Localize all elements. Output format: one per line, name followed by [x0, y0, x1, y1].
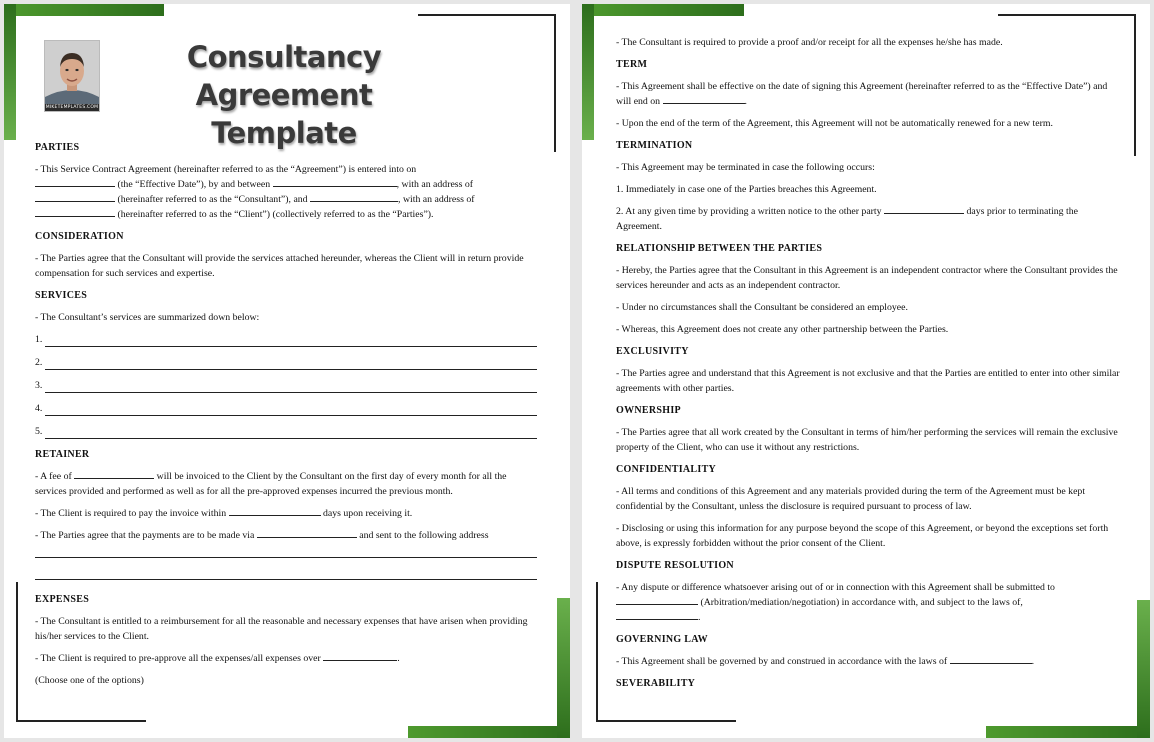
section-heading-consideration: CONSIDERATION — [35, 231, 124, 242]
address-line[interactable] — [35, 547, 537, 558]
section-heading-governing-law: GOVERNING LAW — [616, 634, 708, 645]
title-line-1: Consultancy Agreement — [186, 40, 382, 112]
section-heading-relationship: RELATIONSHIP BETWEEN THE PARTIES — [616, 243, 823, 254]
right-page-content — [616, 35, 1120, 698]
service-line[interactable]: 3. — [35, 378, 537, 393]
blank-field[interactable] — [74, 469, 154, 479]
term-paragraph: - This Agreement shall be effective on the date of signing this Agreement (hereinafter referred to as the “Effective Date”) and will end on . — [616, 81, 1108, 107]
frame-line — [596, 720, 736, 722]
dispute-paragraph: - Any dispute or difference whatsoever arising out of or in connection with this Agreement shall be submitted to (Arbitration/mediation/negotiation) in accordance with, and subject to the laws of, . — [616, 582, 1055, 623]
consideration-paragraph: - The Parties agree that the Consultant will provide the services attached hereunder, whereas the Client will in return provide compensation for such services and expertise. — [35, 253, 524, 279]
frame-line — [596, 582, 598, 722]
blank-field[interactable] — [229, 506, 321, 516]
left-page-content — [35, 140, 537, 695]
frame-line — [16, 582, 18, 722]
section-heading-dispute: DISPUTE RESOLUTION — [616, 560, 734, 571]
expenses-receipt-paragraph: - The Consultant is required to provide a proof and/or receipt for all the expenses he/she has made. — [616, 37, 1003, 48]
blank-field[interactable] — [257, 528, 357, 538]
green-accent-left — [582, 4, 594, 140]
blank-field[interactable] — [35, 192, 115, 202]
blank-field[interactable] — [884, 204, 964, 214]
section-heading-retainer: RETAINER — [35, 449, 90, 460]
green-accent-bottom — [408, 726, 570, 738]
services-paragraph: - The Consultant’s services are summarized down below: — [35, 312, 260, 323]
retainer-fee-paragraph: - A fee of will be invoiced to the Client by the Consultant on the first day of every month for all the services provided and performed as well as for all the pre-approved expenses incurred the previous month. — [35, 471, 507, 497]
section-heading-severability: SEVERABILITY — [616, 678, 696, 689]
service-line[interactable]: 2. — [35, 355, 537, 370]
expenses-approve-paragraph: - The Client is required to pre-approve all the expenses/all expenses over . — [35, 653, 400, 664]
ownership-paragraph: - The Parties agree that all work created by the Consultant in terms of him/her performing the services will remain the exclusive property of the Client, who can use it without any restrictions. — [616, 427, 1118, 453]
expenses-paragraph: - The Consultant is entitled to a reimbursement for all the reasonable and necessary expenses that have arisen when providing his/her services to the Client. — [35, 616, 528, 642]
termination-item-2: 2. At any given time by providing a written notice to the other party days prior to terminating the Agreement. — [616, 206, 1079, 232]
green-accent-right — [557, 598, 570, 738]
retainer-payment-paragraph: - The Parties agree that the payments are to be made via and sent to the following address — [35, 530, 489, 541]
green-accent-top — [4, 4, 164, 16]
governing-law-paragraph: - This Agreement shall be governed by and construed in accordance with the laws of . — [616, 656, 1035, 667]
confidentiality-disclosure-paragraph: - Disclosing or using this information for any purpose beyond the scope of this Agreement, or beyond the exceptions set forth above, is expressly forbidden without the prior consent of the Client. — [616, 523, 1109, 549]
section-heading-ownership: OWNERSHIP — [616, 405, 681, 416]
blank-field[interactable] — [323, 651, 397, 661]
frame-line — [998, 14, 1136, 16]
service-line[interactable]: 4. — [35, 401, 537, 416]
frame-line — [1134, 14, 1136, 156]
relationship-paragraph: - Hereby, the Parties agree that the Consultant in this Agreement is an independent contractor where the Consultant provides the services hereunder and acts as an independent contractor. — [616, 265, 1118, 291]
brand-label: MIKETEMPLATES.COM — [45, 105, 99, 110]
retainer-invoice-paragraph: - The Client is required to pay the invoice within days upon receiving it. — [35, 508, 413, 519]
document-title — [104, 38, 464, 152]
service-line[interactable]: 1. — [35, 332, 537, 347]
blank-field[interactable] — [273, 177, 397, 187]
confidentiality-paragraph: - All terms and conditions of this Agreement and any materials provided during the term of the Agreement must be kept confidential by the Consultant, unless the disclosure is required pursuant to process of law. — [616, 486, 1086, 512]
termination-item-1: 1. Immediately in case one of the Parties breaches this Agreement. — [616, 184, 877, 195]
frame-line — [554, 14, 556, 152]
frame-line — [16, 720, 146, 722]
parties-paragraph: - This Service Contract Agreement (hereinafter referred to as the “Agreement”) is entered into on (the “Effective Date”), by and between , with an address of (hereinafter referred to as the “Consultant”), and , with an address of (hereinafter referred to as the “Client”) (collectively referred to as the “Parties”). — [35, 164, 475, 220]
expenses-note: (Choose one of the options) — [35, 675, 144, 686]
section-heading-exclusivity: EXCLUSIVITY — [616, 346, 689, 357]
blank-field[interactable] — [950, 654, 1032, 664]
green-accent-left — [4, 4, 16, 140]
section-heading-termination: TERMINATION — [616, 140, 693, 151]
address-line[interactable] — [35, 569, 537, 580]
section-heading-term: TERM — [616, 59, 648, 70]
title-line-2: Template — [211, 116, 357, 150]
blank-field[interactable] — [35, 207, 115, 217]
blank-field[interactable] — [616, 595, 698, 605]
document-page-right — [582, 4, 1150, 738]
service-line[interactable]: 5. — [35, 424, 537, 439]
green-accent-top — [582, 4, 744, 16]
blank-field[interactable] — [35, 177, 115, 187]
frame-line — [418, 14, 556, 16]
blank-field[interactable] — [310, 192, 398, 202]
document-page-left — [4, 4, 570, 738]
portrait-icon — [45, 41, 99, 111]
section-heading-expenses: EXPENSES — [35, 594, 90, 605]
exclusivity-paragraph: - The Parties agree and understand that this Agreement is not exclusive and that the Parties are entitled to enter into other similar agreements with other parties. — [616, 368, 1120, 394]
term-renewal-paragraph: - Upon the end of the term of the Agreement, this Agreement will not be automatically renewed for a new term. — [616, 118, 1053, 129]
blank-field[interactable] — [616, 610, 698, 620]
relationship-employee-paragraph: - Under no circumstances shall the Consultant be considered an employee. — [616, 302, 908, 313]
relationship-partnership-paragraph: - Whereas, this Agreement does not create any other partnership between the Parties. — [616, 324, 949, 335]
green-accent-bottom — [986, 726, 1150, 738]
termination-paragraph: - This Agreement may be terminated in case the following occurs: — [616, 162, 875, 173]
blank-field[interactable] — [663, 94, 745, 104]
section-heading-services: SERVICES — [35, 290, 88, 301]
green-accent-right — [1137, 600, 1150, 738]
section-heading-confidentiality: CONFIDENTIALITY — [616, 464, 717, 475]
author-avatar — [44, 40, 100, 112]
section-heading-parties: PARTIES — [35, 142, 80, 153]
